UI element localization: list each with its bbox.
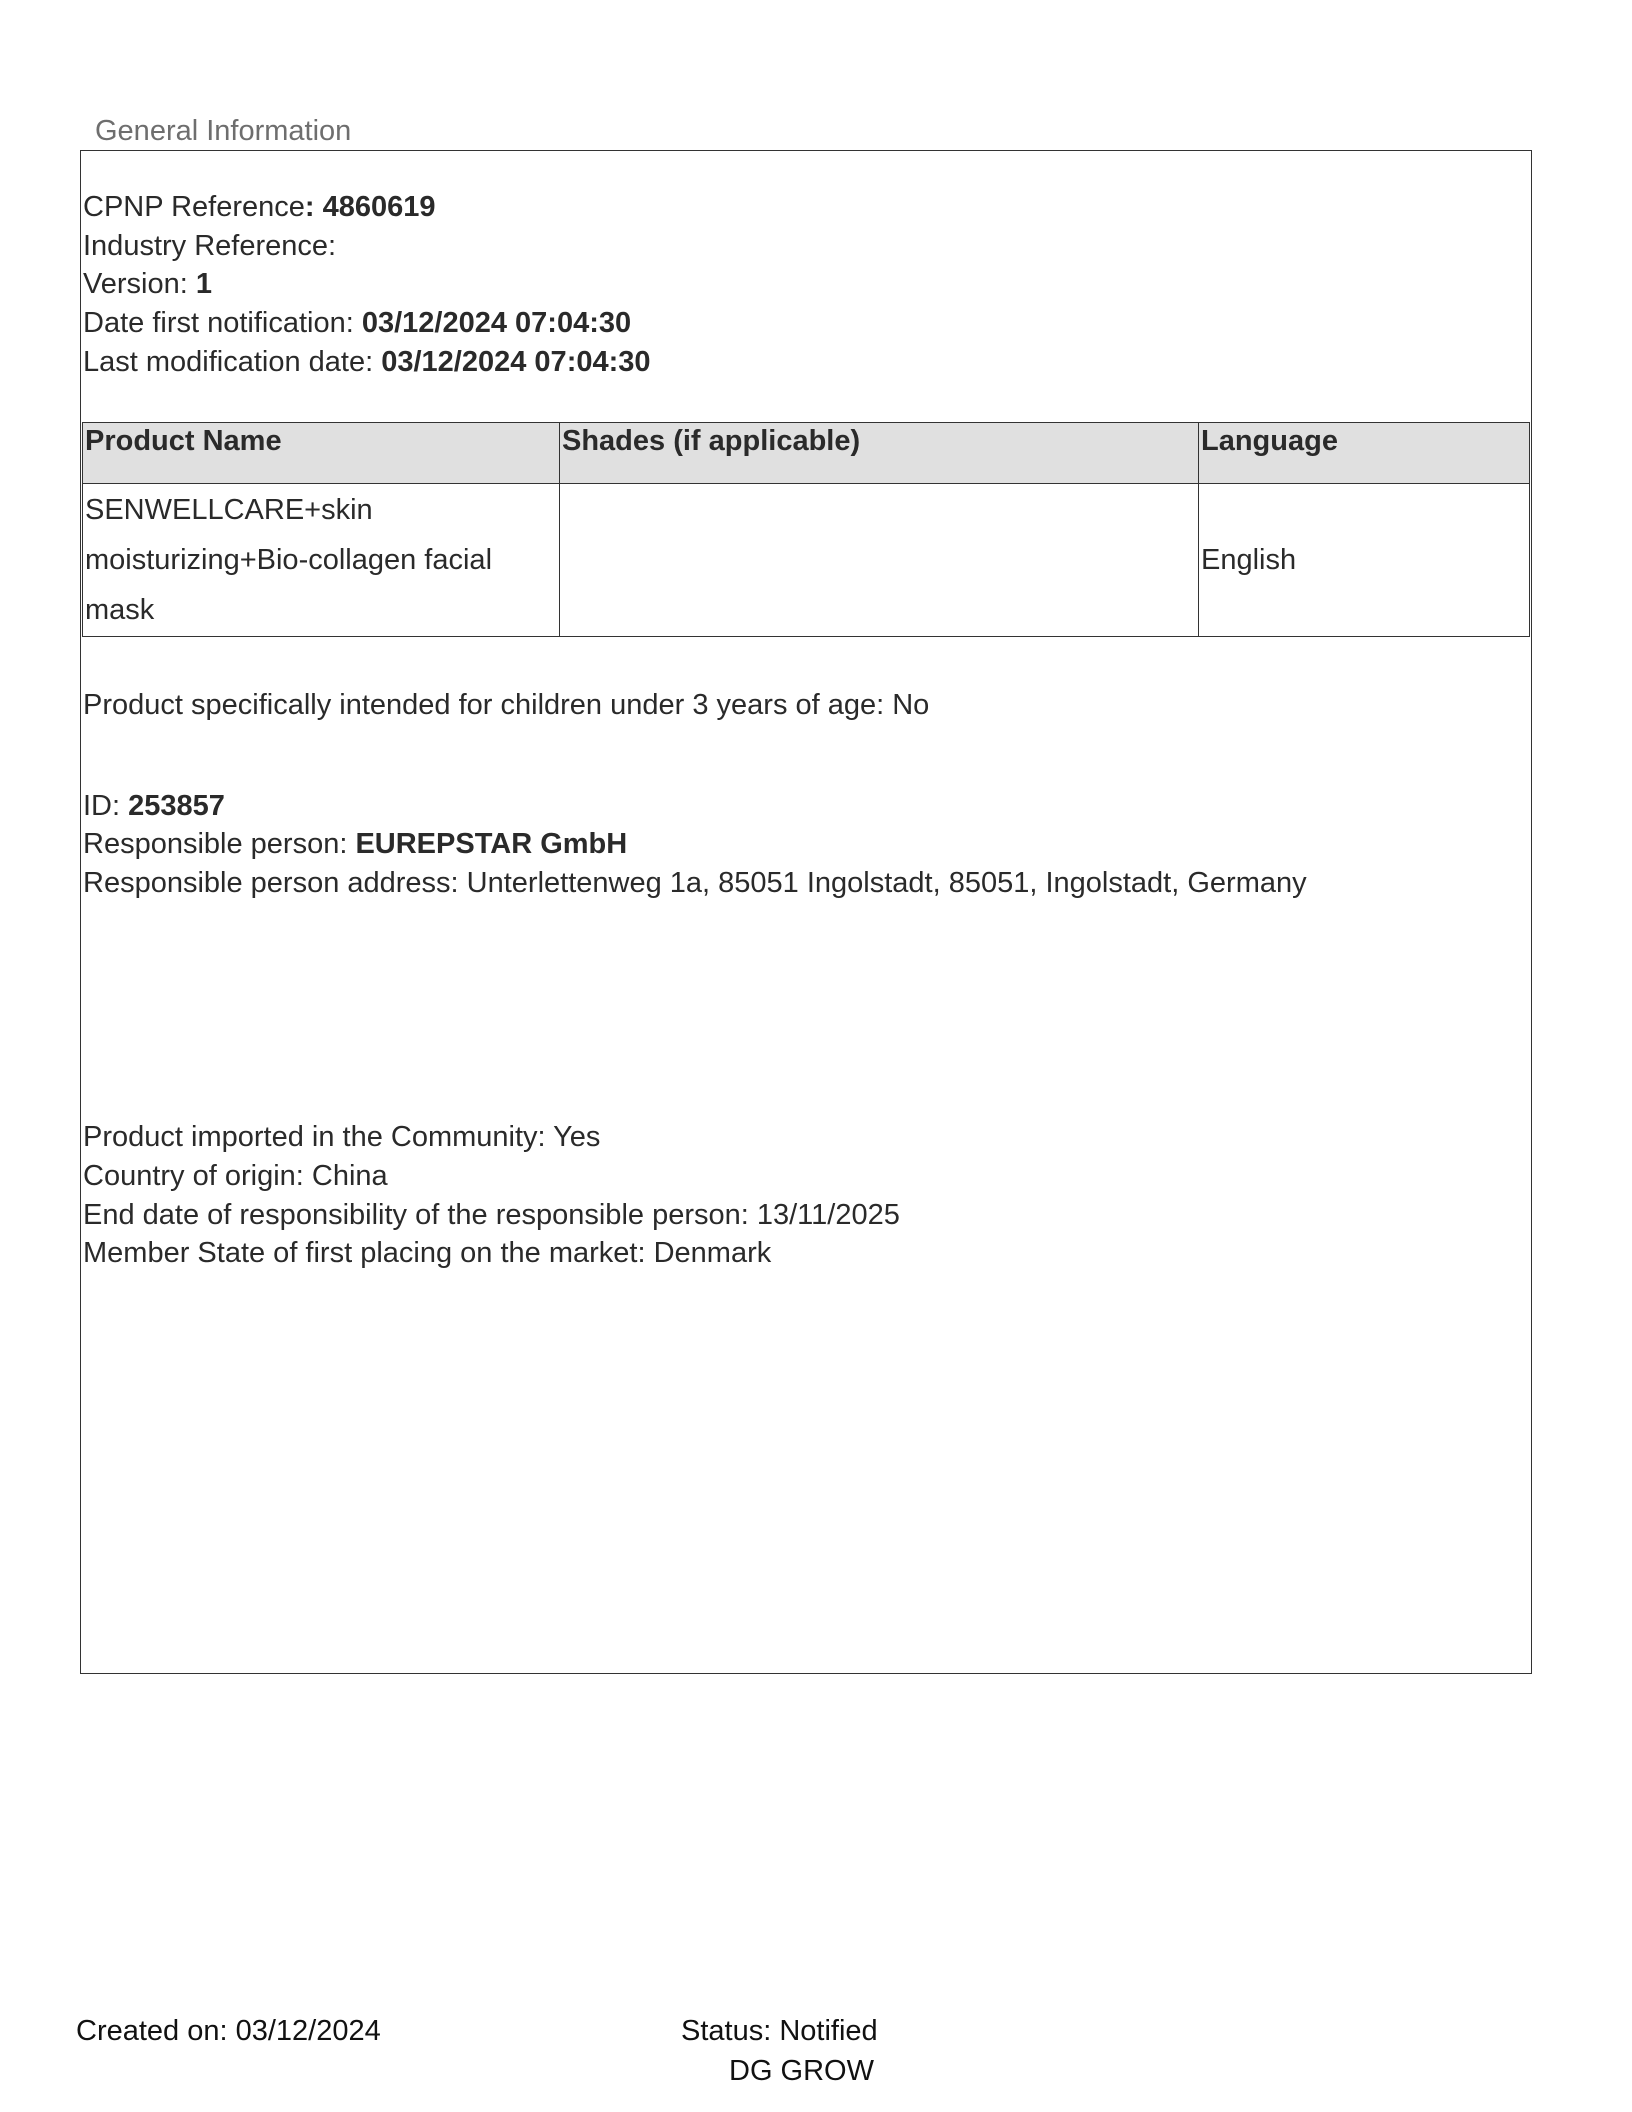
last-modification-date xyxy=(83,344,651,380)
header-product-name: Product Name xyxy=(83,423,560,484)
responsible-person-value: EUREPSTAR GmbH xyxy=(355,828,628,860)
version-label: Version: xyxy=(83,268,196,300)
responsible-id xyxy=(83,788,225,824)
footer-created-on: Created on: 03/12/2024 xyxy=(76,2015,381,2047)
cell-product-name: SENWELLCARE+skin moisturizing+Bio-collagen facial mask xyxy=(83,484,560,637)
responsible-id-value: 253857 xyxy=(128,790,225,822)
end-date-responsibility: End date of responsibility of the responsible person: 13/11/2025 xyxy=(83,1199,900,1231)
footer-status: Status: Notified xyxy=(681,2015,878,2047)
date-first-notification xyxy=(83,305,631,341)
table-row xyxy=(83,484,1530,637)
responsible-person-label: Responsible person: xyxy=(83,828,356,860)
date-first-notification-label: Date first notification: xyxy=(83,307,362,339)
product-table-header-row xyxy=(83,423,1530,484)
last-modification-date-label: Last modification date: xyxy=(83,346,382,378)
version-value: 1 xyxy=(195,268,212,300)
section-title: General Information xyxy=(95,115,352,147)
product-table xyxy=(82,422,1530,637)
imported-in-community: Product imported in the Community: Yes xyxy=(83,1121,601,1153)
date-first-notification-value: 03/12/2024 07:04:30 xyxy=(361,307,632,339)
version xyxy=(83,266,212,302)
responsible-person xyxy=(83,826,627,862)
header-shades: Shades (if applicable) xyxy=(560,423,1199,484)
cpnp-reference xyxy=(83,189,436,225)
cpnp-reference-value: : 4860619 xyxy=(304,191,436,223)
member-state: Member State of first placing on the market: Denmark xyxy=(83,1237,772,1269)
last-modification-date-value: 03/12/2024 07:04:30 xyxy=(381,346,651,378)
industry-reference: Industry Reference: xyxy=(83,230,337,262)
footer-authority: DG GROW xyxy=(729,2055,874,2087)
children-under-3: Product specifically intended for children under 3 years of age: No xyxy=(83,689,930,721)
country-of-origin: Country of origin: China xyxy=(83,1160,388,1192)
cell-language: English xyxy=(1199,484,1530,637)
responsible-id-label: ID: xyxy=(83,790,129,822)
cpnp-reference-label: CPNP Reference xyxy=(83,191,305,223)
cell-shades xyxy=(560,484,1199,637)
responsible-person-address: Responsible person address: Unterlettenweg 1a, 85051 Ingolstadt, 85051, Ingolstadt, Germany xyxy=(83,867,1307,899)
header-language: Language xyxy=(1199,423,1530,484)
